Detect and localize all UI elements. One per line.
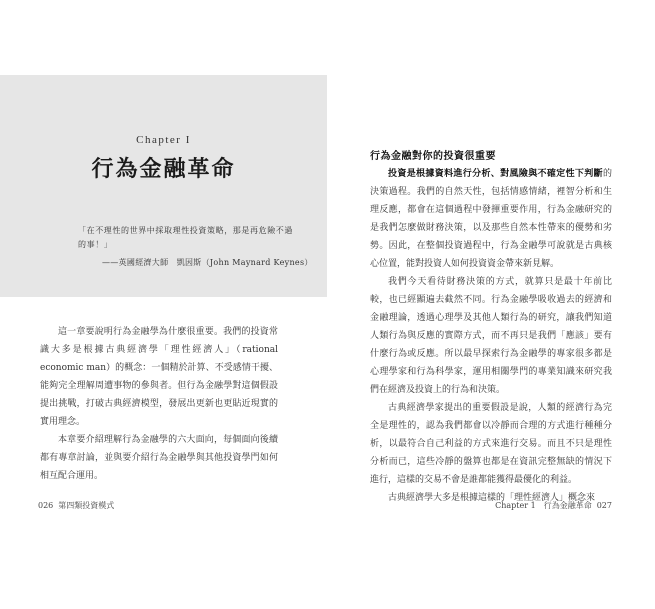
- right-page-body: [370, 165, 612, 507]
- chapter-label: Chapter I: [136, 134, 191, 146]
- right-paragraph: [370, 165, 612, 273]
- left-folio: [38, 500, 119, 511]
- right-folio: [495, 500, 617, 511]
- left-page-number: 026: [38, 501, 54, 510]
- left-running-head: 第四類投資模式: [58, 501, 115, 510]
- left-page-body: [40, 323, 278, 485]
- paragraph-text: 的決策過程。我們的自然天性，包括情感情緒，裡智分析和生理反應，都會在這個過程中發揮重要作用，行為金融研究的是我們怎麼做財務決策，以及那些自然本性帶來的優勢和劣勢。因此，在整個投資過程中，行為金融學可說就是古典核心位置，能對投資人如何投資資金帶來新見解。: [370, 169, 612, 269]
- right-paragraph: 古典經濟學家提出的重要假設是說，人類的經濟行為完全是理性的，認為我們都會以冷靜而合理的方式進行種種分析，以最符合自己利益的方式來進行交易。而且不只是理性分析而已，這些冷靜的盤算也都是在資訊完整無缺的情況下進行，這樣的交易不會是誰都能獲得最優化的利益。: [370, 403, 612, 485]
- bold-phrase: 投資是根據資料進行分析、對風險與不確定性下判斷: [388, 169, 603, 179]
- chapter-title: 行為金融革命: [91, 157, 236, 182]
- epigraph-quote: 「在不理性的世界中採取理性投資策略，那是再危險不過的事！」: [78, 226, 293, 249]
- section-heading: 行為金融對你的投資很重要: [370, 151, 496, 162]
- left-paragraph: 這一章要說明行為金融學為什麼很重要。我們的投資常識大多是根據古典經濟學「理性經濟人」（rational economic man）的概念：一個精於計算、不受感情干擾、能夠完全理解周遭事物的參與者。但行為金融學對這個假設提出挑戰，打破古典經濟模型，發展出更新也更貼近現實的實用理念。: [40, 327, 278, 427]
- right-paragraph: 古典經濟學大多是根據這樣的「理性經濟人」概念來: [388, 493, 596, 503]
- right-running-head: Chapter 1 行為金融革命: [495, 501, 592, 510]
- left-paragraph: 本章要介紹理解行為金融學的六大面向，每個面向後續都有專章討論，並與要介紹行為金融學與其他投資學門如何相互配合運用。: [40, 435, 278, 481]
- right-page-number: 027: [596, 501, 612, 510]
- right-paragraph: 我們今天看待財務決策的方式，就算只是最十年前比較，也已經顯遍去截然不同。行為金融學吸收過去的經濟和金融理論，透過心理學及其他人類行為的研究，讓我們知道人類行為與反應的實際方式，而不再只是我們「應該」要有什麼行為或反應。所以最早探索行為金融學的專家很多都是心理學家和行為科學家，運用相關學門的專業知識來研究我們在經濟及投資上的行為和決策。: [370, 277, 612, 395]
- epigraph-attribution: ——英國經濟大師 凱因斯（John Maynard Keynes）: [102, 258, 313, 267]
